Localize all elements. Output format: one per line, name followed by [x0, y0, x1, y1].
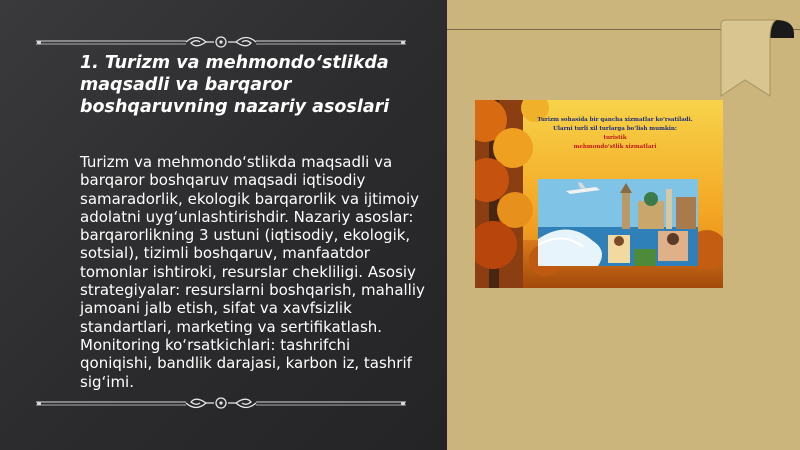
caption-line-1: Turizm sohasida bir qancha xizmatlar ko‘rsatiladi. [537, 117, 693, 123]
tourism-illustration-image [475, 100, 723, 288]
slide-body-text: Turizm va mehmondo‘stlikda maqsadli va barqaror boshqaruv maqsadi iqtisodiy samaradorlik, ekologik barqarorlik va ijtimoiy adolatni uyg‘unlashtirishdir. Nazariy asoslar: barqarorlikning 3 ustuni (iqtisodiy, ekologik, sotsial), tizimli boshqaruv, manfaatdor tomonlar ishtiroki, resurslar chekliligi. Asosiy strategiyalar: resurslarni boshqarish, mahalliy jamoani jalb etish, sifat va xavfsizlik standartlari, marketing va sertifikatlash. Monitoring ko‘rsatkichlari: tashrifchi qoniqishi, bandlik darajasi, karbon iz, tashrif sig‘imi. [80, 153, 425, 391]
slide-title: 1. Turizm va mehmondo‘stlikda maqsadli va barqaror boshqaruvning nazariy asoslari [80, 53, 390, 117]
caption-line-2: Ularni turli xil turlarga bo‘lish mumkin: [553, 126, 677, 132]
scroll-ornament-icon [36, 393, 406, 413]
caption-line-3: turistik [603, 135, 627, 141]
bookmark-ribbon-icon [718, 18, 796, 100]
image-caption [515, 116, 715, 152]
caption-line-4: mehmondo‘stlik xizmatlari [573, 144, 657, 150]
scroll-ornament-icon [36, 33, 406, 53]
travel-collage-image [538, 179, 698, 266]
